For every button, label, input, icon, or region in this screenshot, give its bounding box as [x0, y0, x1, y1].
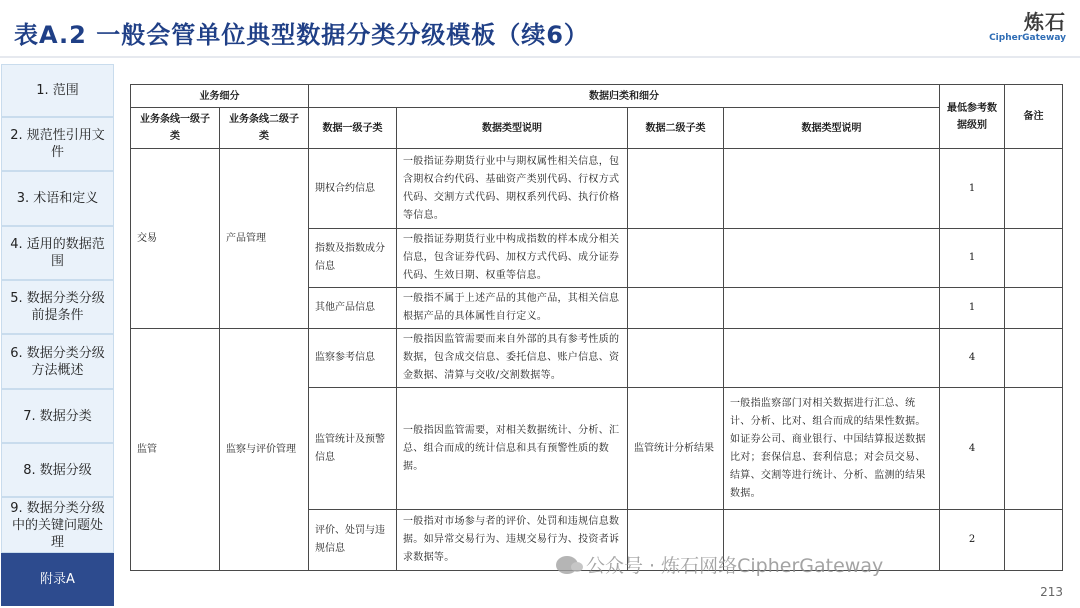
table-row	[131, 329, 1063, 388]
cell-data-l1: 指数及指数成分信息	[309, 229, 397, 288]
sidebar-item-appendix-a[interactable]: 附录A	[1, 553, 114, 606]
cell-biz-l2: 产品管理	[220, 149, 309, 329]
cell-desc1: 一般指因监管需要，对相关数据统计、分析、汇总、组合而成的统计信息和具有预警性质的数据。	[397, 388, 628, 510]
header-business-subdivision: 业务细分	[131, 85, 309, 108]
cell-biz-l1: 交易	[131, 149, 220, 329]
cell-desc1: 一般指不属于上述产品的其他产品，其相关信息根据产品的具体属性自行定义。	[397, 288, 628, 329]
sidebar-item-data-scope[interactable]: 4. 适用的数据范围	[1, 226, 114, 280]
sidebar-item-data-classification[interactable]: 7. 数据分类	[1, 389, 114, 443]
sidebar-item-data-grading[interactable]: 8. 数据分级	[1, 443, 114, 497]
header-desc2: 数据类型说明	[724, 108, 940, 149]
cell-data-l2	[628, 229, 724, 288]
sidebar-item-prerequisites[interactable]: 5. 数据分类分级前提条件	[1, 280, 114, 334]
cell-data-l2: 监管统计分析结果	[628, 388, 724, 510]
sidebar-item-scope[interactable]: 1. 范围	[1, 64, 114, 117]
sidebar-item-key-issues[interactable]: 9. 数据分类分级中的关键问题处理	[1, 497, 114, 553]
cell-data-l1: 评价、处罚与违规信息	[309, 510, 397, 571]
cell-desc2	[724, 149, 940, 229]
sidebar-item-terms[interactable]: 3. 术语和定义	[1, 171, 114, 226]
cell-remark	[1005, 149, 1063, 229]
cell-biz-l1: 监管	[131, 329, 220, 571]
header-biz-l1: 业务条线一级子类	[131, 108, 220, 149]
cell-desc1: 一般指证券期货行业中与期权属性相关信息，包含期权合约代码、基础资产类别代码、行权方式代码、交割方式代码、期权系列代码、执行价格等信息。	[397, 149, 628, 229]
page-number: 213	[1040, 585, 1063, 599]
cell-data-l2	[628, 288, 724, 329]
cell-desc2	[724, 329, 940, 388]
cell-desc1: 一般指对市场参与者的评价、处罚和违规信息数据。如异常交易行为、违规交易行为、投资者诉求数据等。	[397, 510, 628, 571]
sidebar-nav	[0, 63, 116, 608]
cell-data-l2	[628, 149, 724, 229]
title-divider	[0, 56, 1080, 58]
cell-data-l2	[628, 329, 724, 388]
watermark	[556, 551, 883, 578]
cell-data-l1: 监管统计及预警信息	[309, 388, 397, 510]
header-desc1: 数据类型说明	[397, 108, 628, 149]
cell-desc2	[724, 288, 940, 329]
cell-data-l1: 其他产品信息	[309, 288, 397, 329]
header-data-l2: 数据二级子类	[628, 108, 724, 149]
wechat-icon	[556, 556, 578, 574]
cell-level: 4	[940, 329, 1005, 388]
cell-desc1: 一般指因监管需要而来自外部的具有参考性质的数据，包含成交信息、委托信息、账户信息、资金数据、清算与交收/交割数据等。	[397, 329, 628, 388]
watermark-text: 公众号 · 炼石网络CipherGateway	[586, 555, 884, 577]
header-min-level: 最低参考数据级别	[940, 85, 1005, 149]
header-remark: 备注	[1005, 85, 1063, 149]
logo-text-en: CipherGateway	[989, 33, 1066, 43]
table-row	[131, 149, 1063, 229]
sidebar-item-normative-references[interactable]: 2. 规范性引用文件	[1, 117, 114, 171]
cell-desc2: 一般指监察部门对相关数据进行汇总、统计、分析、比对、组合而成的结果性数据。如证券公司、商业银行、中国结算报送数据比对；套保信息、套利信息；对会员交易、结算、交割等进行统计、分析、监测的结果数据。	[724, 388, 940, 510]
logo-text-cn: 炼石	[1024, 10, 1066, 34]
cell-level: 1	[940, 229, 1005, 288]
cell-level: 1	[940, 149, 1005, 229]
cell-remark	[1005, 510, 1063, 571]
cell-biz-l2: 监察与评价管理	[220, 329, 309, 571]
cell-data-l1: 监察参考信息	[309, 329, 397, 388]
classification-table	[130, 84, 1063, 571]
cell-level: 4	[940, 388, 1005, 510]
cell-level: 2	[940, 510, 1005, 571]
page-title: 表A.2 一般会管单位典型数据分类分级模板（续6）	[14, 21, 589, 49]
header-data-l1: 数据一级子类	[309, 108, 397, 149]
sidebar-item-method-overview[interactable]: 6. 数据分类分级方法概述	[1, 334, 114, 389]
cell-remark	[1005, 388, 1063, 510]
header-biz-l2: 业务条线二级子类	[220, 108, 309, 149]
cell-remark	[1005, 229, 1063, 288]
cell-desc1: 一般指证券期货行业中构成指数的样本成分相关信息，包含证券代码、加权方式代码、成分证券代码、生效日期、权重等信息。	[397, 229, 628, 288]
cell-desc2	[724, 229, 940, 288]
cell-data-l1: 期权合约信息	[309, 149, 397, 229]
header-data-subdivision: 数据归类和细分	[309, 85, 940, 108]
brand-logo	[989, 6, 1066, 43]
cell-remark	[1005, 329, 1063, 388]
cell-remark	[1005, 288, 1063, 329]
cell-level: 1	[940, 288, 1005, 329]
